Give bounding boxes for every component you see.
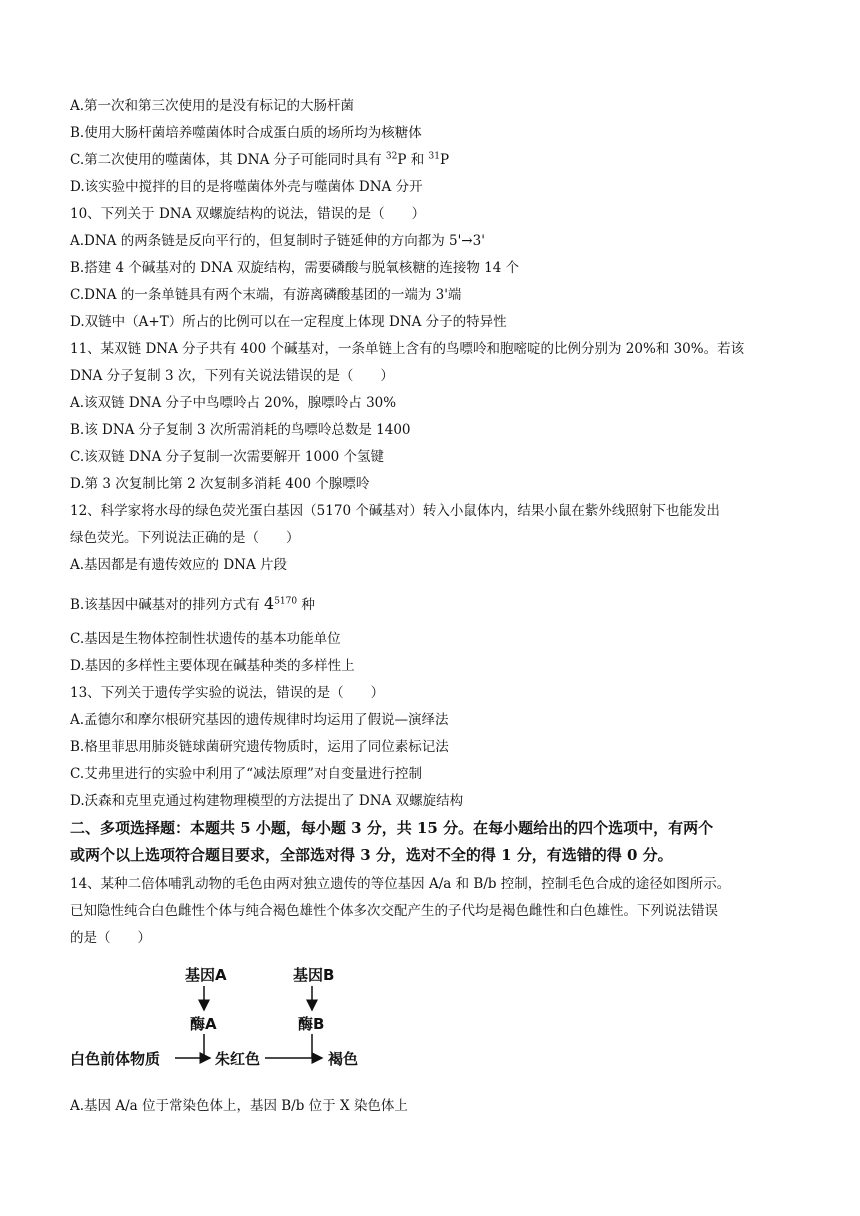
q9-option-b: B.使用大肠杆菌培养噬菌体时合成蛋白质的场所均为核糖体 [70, 125, 422, 141]
brown-label: 褐色 [328, 1050, 359, 1068]
q10-option-d: D.双链中（A+T）所占的比例可以在一定程度上体现 DNA 分子的特异性 [70, 314, 507, 330]
q10-option-a: A.DNA 的两条链是反向平行的，但复制时子链延伸的方向都为 5'→3' [70, 233, 485, 249]
q11-stem-line-2: DNA 分子复制 3 次，下列有关说法错误的是（ ） [70, 368, 394, 384]
section-2-heading-line-2: 或两个以上选项符合题目要求，全部选对得 3 分，选对不全的得 1 分，有选错的得 0 分。 [70, 846, 673, 864]
q12-stem-line-2: 绿色荧光。下列说法正确的是（ ） [70, 530, 300, 546]
power-exponent: 5170 [274, 596, 298, 607]
q13-stem: 13、下列关于遗传学实验的说法，错误的是（ ） [70, 685, 385, 701]
q11-option-d: D.第 3 次复制比第 2 次复制多消耗 400 个腺嘌呤 [70, 476, 370, 492]
q12-option-d: D.基因的多样性主要体现在碱基种类的多样性上 [70, 658, 355, 674]
q13-option-a: A.孟德尔和摩尔根研究基因的遗传规律时均运用了假说—演绎法 [70, 712, 449, 728]
q10-stem: 10、下列关于 DNA 双螺旋结构的说法，错误的是（ ） [70, 206, 426, 222]
q9-option-a: A.第一次和第三次使用的是没有标记的大肠杆菌 [70, 98, 355, 114]
q9-option-d: D.该实验中搅拌的目的是将噬菌体外壳与噬菌体 DNA 分开 [70, 179, 423, 195]
q12-option-b-text-1: B.该基因中碱基对的排列方式有 [70, 597, 265, 613]
q12-option-a: A.基因都是有遗传效应的 DNA 片段 [70, 557, 288, 573]
q13-option-b: B.格里菲思用肺炎链球菌研究遗传物质时，运用了同位素标记法 [70, 739, 449, 755]
q14-stem-line-2: 已知隐性纯合白色雌性个体与纯合褐色雄性个体多次交配产生的子代均是褐色雌性和白色雄性。下列说法错误 [70, 903, 718, 919]
q11-option-a: A.该双链 DNA 分子中鸟嘌呤占 20%，腺嘌呤占 30% [70, 395, 397, 411]
q12-option-b [70, 595, 315, 614]
vermilion-label: 朱红色 [215, 1050, 261, 1068]
gene-b-label: 基因B [293, 966, 335, 984]
enzyme-a-label: 酶A [190, 1015, 217, 1033]
q11-stem-line-1: 11、某双链 DNA 分子共有 400 个碱基对，一条单链上含有的鸟嘌呤和胞嘧啶的比例分别为 20%和 30%。若该 [70, 341, 745, 357]
section-2-heading-line-1: 二、多项选择题：本题共 5 小题，每小题 3 分，共 15 分。在每小题给出的四个选项中，有两个 [70, 819, 714, 837]
q13-option-c: C.艾弗里进行的实验中利用了“减法原理”对自变量进行控制 [70, 766, 422, 782]
q12-stem-line-1: 12、科学家将水母的绿色荧光蛋白基因（5170 个碱基对）转入小鼠体内，结果小鼠在紫外线照射下也能发出 [70, 503, 720, 519]
white-precursor-label: 白色前体物质 [70, 1050, 161, 1068]
gene-a-label: 基因A [185, 966, 227, 984]
isotope-31-mass-number: 31 [428, 151, 440, 162]
q9-option-c [70, 151, 449, 169]
q12-option-c: C.基因是生物体控制性状遗传的基本功能单位 [70, 631, 341, 647]
q14-option-a: A.基因 A/a 位于常染色体上，基因 B/b 位于 X 染色体上 [70, 1098, 408, 1114]
q13-option-d: D.沃森和克里克通过构建物理模型的方法提出了 DNA 双螺旋结构 [70, 793, 464, 809]
coat-color-pathway-diagram [70, 958, 400, 1088]
q11-option-c: C.该双链 DNA 分子复制一次需要解开 1000 个氢键 [70, 449, 385, 465]
isotope-32-mass-number: 32 [385, 151, 398, 162]
q11-option-b: B.该 DNA 分子复制 3 次所需消耗的鸟嘌呤总数是 1400 [70, 422, 411, 438]
q10-option-b: B.搭建 4 个碱基对的 DNA 双旋结构，需要磷酸与脱氧核糖的连接物 14 个 [70, 260, 520, 276]
q14-stem-line-3: 的是（ ） [70, 930, 151, 946]
q9-option-c-text-1: C.第二次使用的噬菌体，其 DNA 分子可能同时具有 [70, 152, 386, 168]
power-base: 4 [264, 594, 275, 613]
q14-stem-line-1: 14、某种二倍体哺乳动物的毛色由两对独立遗传的等位基因 A/a 和 B/b 控制，控制毛色合成的途径如图所示。 [70, 876, 731, 892]
q9-option-c-text-3: P [439, 152, 450, 168]
enzyme-b-label: 酶B [298, 1015, 325, 1033]
q10-option-c: C.DNA 的一条单链具有两个末端，有游离磷酸基团的一端为 3'端 [70, 287, 462, 303]
q12-option-b-text-2: 种 [297, 597, 315, 613]
q9-option-c-text-2: P 和 [397, 152, 429, 168]
